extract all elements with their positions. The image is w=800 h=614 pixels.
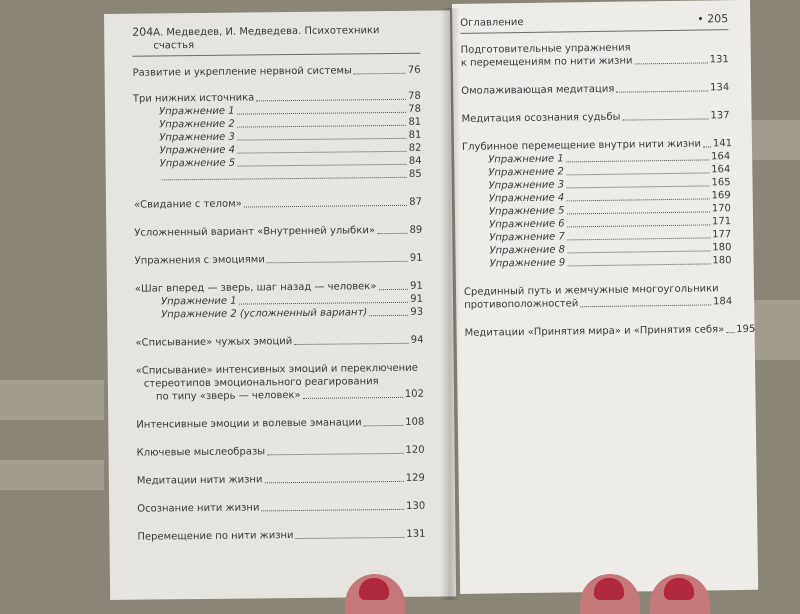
toc-entry[interactable]: Интенсивные эмоции и волевые эманации 108 <box>136 416 425 431</box>
running-head: А. Медведев, И. Медведева. Психотехники счастья <box>153 25 380 52</box>
toc-entry[interactable]: «Списывание» чужых эмоций 94 <box>135 334 424 349</box>
toc-entry[interactable]: «Списывание» интенсивных эмоций и переключение стереотипов эмоционального реагирования по типу «зверь — человек» 102 <box>135 362 425 403</box>
toc-subentry[interactable]: Упражнение 3 165 <box>488 177 731 192</box>
toc-subentry[interactable]: Упражнение 4 169 <box>488 190 731 205</box>
toc-subentry[interactable]: Упражнение 1 164 <box>488 151 731 166</box>
toc-entry[interactable]: Медитация осознания судьбы 137 <box>461 110 730 125</box>
toc-subentry[interactable]: Упражнение 4 82 <box>159 142 422 157</box>
right-page-number: • 205 <box>697 12 729 26</box>
toc-subentry[interactable]: Упражнение 2 81 <box>159 116 422 131</box>
toc-subentry[interactable]: Упражнение 3 81 <box>159 129 422 144</box>
toc-subentry[interactable]: Упражнение 5 170 <box>488 203 731 218</box>
left-page <box>104 10 456 600</box>
toc-entry[interactable]: Медитации «Принятия мира» и «Принятия себя» 195 <box>464 323 756 339</box>
running-head: Оглавление <box>460 17 524 29</box>
toc-subentry[interactable]: Упражнение 2 (усложненный вариант) 93 <box>161 306 424 321</box>
toc-subentry[interactable]: Упражнение 1 91 <box>160 293 424 308</box>
toc-left <box>133 64 426 544</box>
right-page-header <box>460 0 728 34</box>
toc-entry[interactable]: Срединный путь и жемчужные многоугольники противоположностей 184 <box>463 283 733 311</box>
right-page <box>452 0 758 594</box>
toc-entry[interactable]: Усложненный вариант «Внутренней улыбки» 89 <box>134 224 423 239</box>
toc-subentry[interactable]: Упражнение 1 78 <box>158 103 422 118</box>
toc-entry[interactable]: Перемещение по нити жизни 131 <box>137 528 426 543</box>
toc-entry[interactable]: Упражнения с эмоциями 91 <box>134 252 423 267</box>
toc-entry[interactable]: Глубинное перемещение внутри нити жизни 141 <box>461 138 733 153</box>
toc-entry[interactable]: «Свидание с телом» 87 <box>133 196 423 211</box>
toc-subentry[interactable]: Упражнение 6 171 <box>489 216 732 231</box>
toc-subentry[interactable]: Упражнение 9 180 <box>489 255 732 270</box>
background-stripe <box>0 380 104 420</box>
toc-entry[interactable]: Омолаживающая медитация 134 <box>461 82 730 97</box>
toc-subentry[interactable]: Упражнение 7 177 <box>489 229 732 244</box>
toc-subentry[interactable]: Упражнение 8 180 <box>489 242 732 257</box>
background-stripe <box>0 460 104 490</box>
toc-entry[interactable]: Три нижних источника 78 <box>132 90 421 105</box>
toc-entry[interactable]: Осознание нити жизни 130 <box>137 500 426 515</box>
left-page-header <box>132 11 420 57</box>
toc-entry[interactable]: Развитие и укрепление нервной системы 76 <box>132 64 421 79</box>
toc-entry[interactable]: Медитации нити жизни 129 <box>136 472 425 487</box>
toc-subentry[interactable]: Упражнение 2 164 <box>488 164 731 179</box>
left-page-number: 204 <box>132 25 154 39</box>
toc-right <box>460 40 756 340</box>
book-gutter <box>440 8 460 600</box>
toc-entry[interactable]: Подготовительные упражнения к перемещениям по нити жизни 131 <box>460 42 729 69</box>
toc-subentry[interactable]: Упражнение 5 84 <box>159 155 422 170</box>
toc-entry[interactable]: «Шаг вперед — зверь, шаг назад — человек» 91 <box>134 280 423 295</box>
toc-subentry[interactable]: 85 <box>134 168 422 184</box>
toc-entry[interactable]: Ключевые мыслеобразы 120 <box>136 444 425 459</box>
